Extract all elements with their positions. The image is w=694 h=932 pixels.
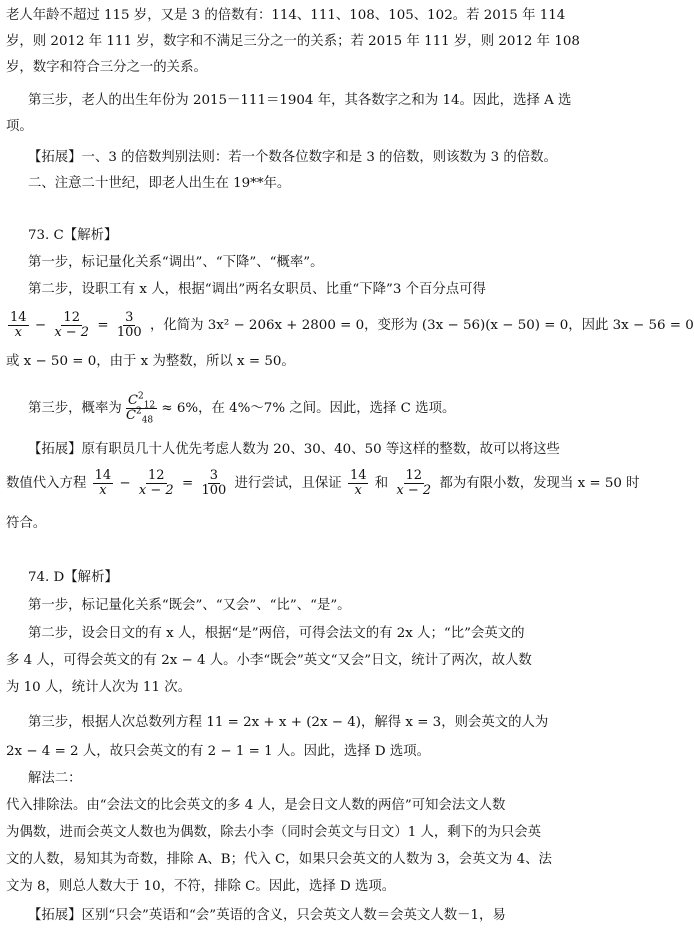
text-line: 多 4 人，可得会英文的有 2x − 4 人。小李“既会”英文“又会”日文，统计了两次，故人数 [6,653,532,668]
probability-line: 第三步，概率为 $\frac{C^2_{12}}{C^2_{48}}$ ≈ 6%，在 4%～7% 之间。因此，选择 C 选项。 [28,392,456,426]
text-line: 岁，数字和符合三分之一的关系。 [6,60,207,75]
text-line: 符合。 [6,516,47,531]
fraction: $\frac{3}{100}$ [116,310,142,340]
text-line: 第一步，标记量化关系“调出”、“下降”、“概率”。 [28,255,324,270]
text-line: 第一步，标记量化关系“既会”、“又会”、“比”、“是”。 [28,598,351,613]
text-line: 2x − 4 = 2 人，故只会英文的有 2 − 1 = 1 人。因此，选择 D 选项。 [6,744,431,759]
text-line: 项。 [6,119,33,134]
text-line: 代入排除法。由“会法文的比会英文的多 4 人，是会日文人数的两倍”可知会法文人数 [6,798,506,813]
text-line: 第三步，根据人次总数列方程 11 = 2x + x + (2x − 4)，解得 x = 3，则会英文的人为 [28,715,549,730]
text-line: 第二步，设会日文的有 x 人，根据“是”两倍，可得会法文的有 2x 人；“比”会英文的 [28,626,525,641]
question-heading: 73. C【解析】 [28,228,118,243]
fraction: $\frac{12}{x - 2}$ [54,310,90,340]
text-line: 文的人数，易知其为奇数，排除 A、B；代入 C，如果只会英文的人数为 3，会英文为 4、法 [6,852,552,867]
text-line: 老人年龄不超过 115 岁，又是 3 的倍数有：114、111、108、105、102。若 2015 年 114 [6,8,566,23]
text-line: 文为 8，则总人数大于 10，不符，排除 C。因此，选择 D 选项。 [6,879,396,894]
text-line: 第二步，设职工有 x 人，根据“调出”两名女职员、比重“下降”3 个百分点可得 [28,282,486,297]
text-line: 【拓展】区别“只会”英语和“会”英语的含义，只会英文人数＝会英文人数－1，易 [28,908,506,923]
text-line: 为 10 人，统计人次为 11 次。 [6,680,192,695]
text-line: 解法二： [28,771,82,786]
text-line: 第三步，老人的出生年份为 2015－111＝1904 年，其各数字之和为 14。因此，选择 A 选 [28,93,572,108]
equation-line: $\frac{14}{x}$ − $\frac{12}{x - 2}$ = $\frac{3}{100}$ ，化简为 3x² − 206x + 2800 = 0，变形为 (3x − 56)(x − 50) = 0，因此 3x − 56 = 0 [10,310,694,340]
text-line: 二、注意二十世纪，即老人出生在 19**年。 [28,176,291,191]
text-line: 或 x − 50 = 0，由于 x 为整数，所以 x = 50。 [6,354,295,369]
question-heading: 74. D【解析】 [28,570,118,585]
equation-line: 数值代入方程 $\frac{14}{x}$ − $\frac{12}{x - 2}$ = $\frac{3}{100}$ 进行尝试，且保证 $\frac{14}{x}$ 和 $\frac{12}{x - 2}$ 都为有限小数，发现当 x = 50 时 [6,468,640,498]
fraction: $\frac{14}{x}$ [10,310,27,340]
text-line: 岁，则 2012 年 111 岁，数字和不满足三分之一的关系；若 2015 年 111 岁，则 2012 年 108 [6,34,580,49]
text-line: 【拓展】一、3 的倍数判别法则：若一个数各位数字和是 3 的倍数，则该数为 3 的倍数。 [28,150,557,165]
text-line: 【拓展】原有职员几十人优先考虑人数为 20、30、40、50 等这样的整数，故可以将这些 [28,442,560,457]
combination-fraction: $\frac{C^2_{12}}{C^2_{48}}$ [126,392,156,426]
text-line: 为偶数，进而会英文人数也为偶数，除去小李（同时会英文与日文）1 人，剩下的为只会英 [6,825,542,840]
